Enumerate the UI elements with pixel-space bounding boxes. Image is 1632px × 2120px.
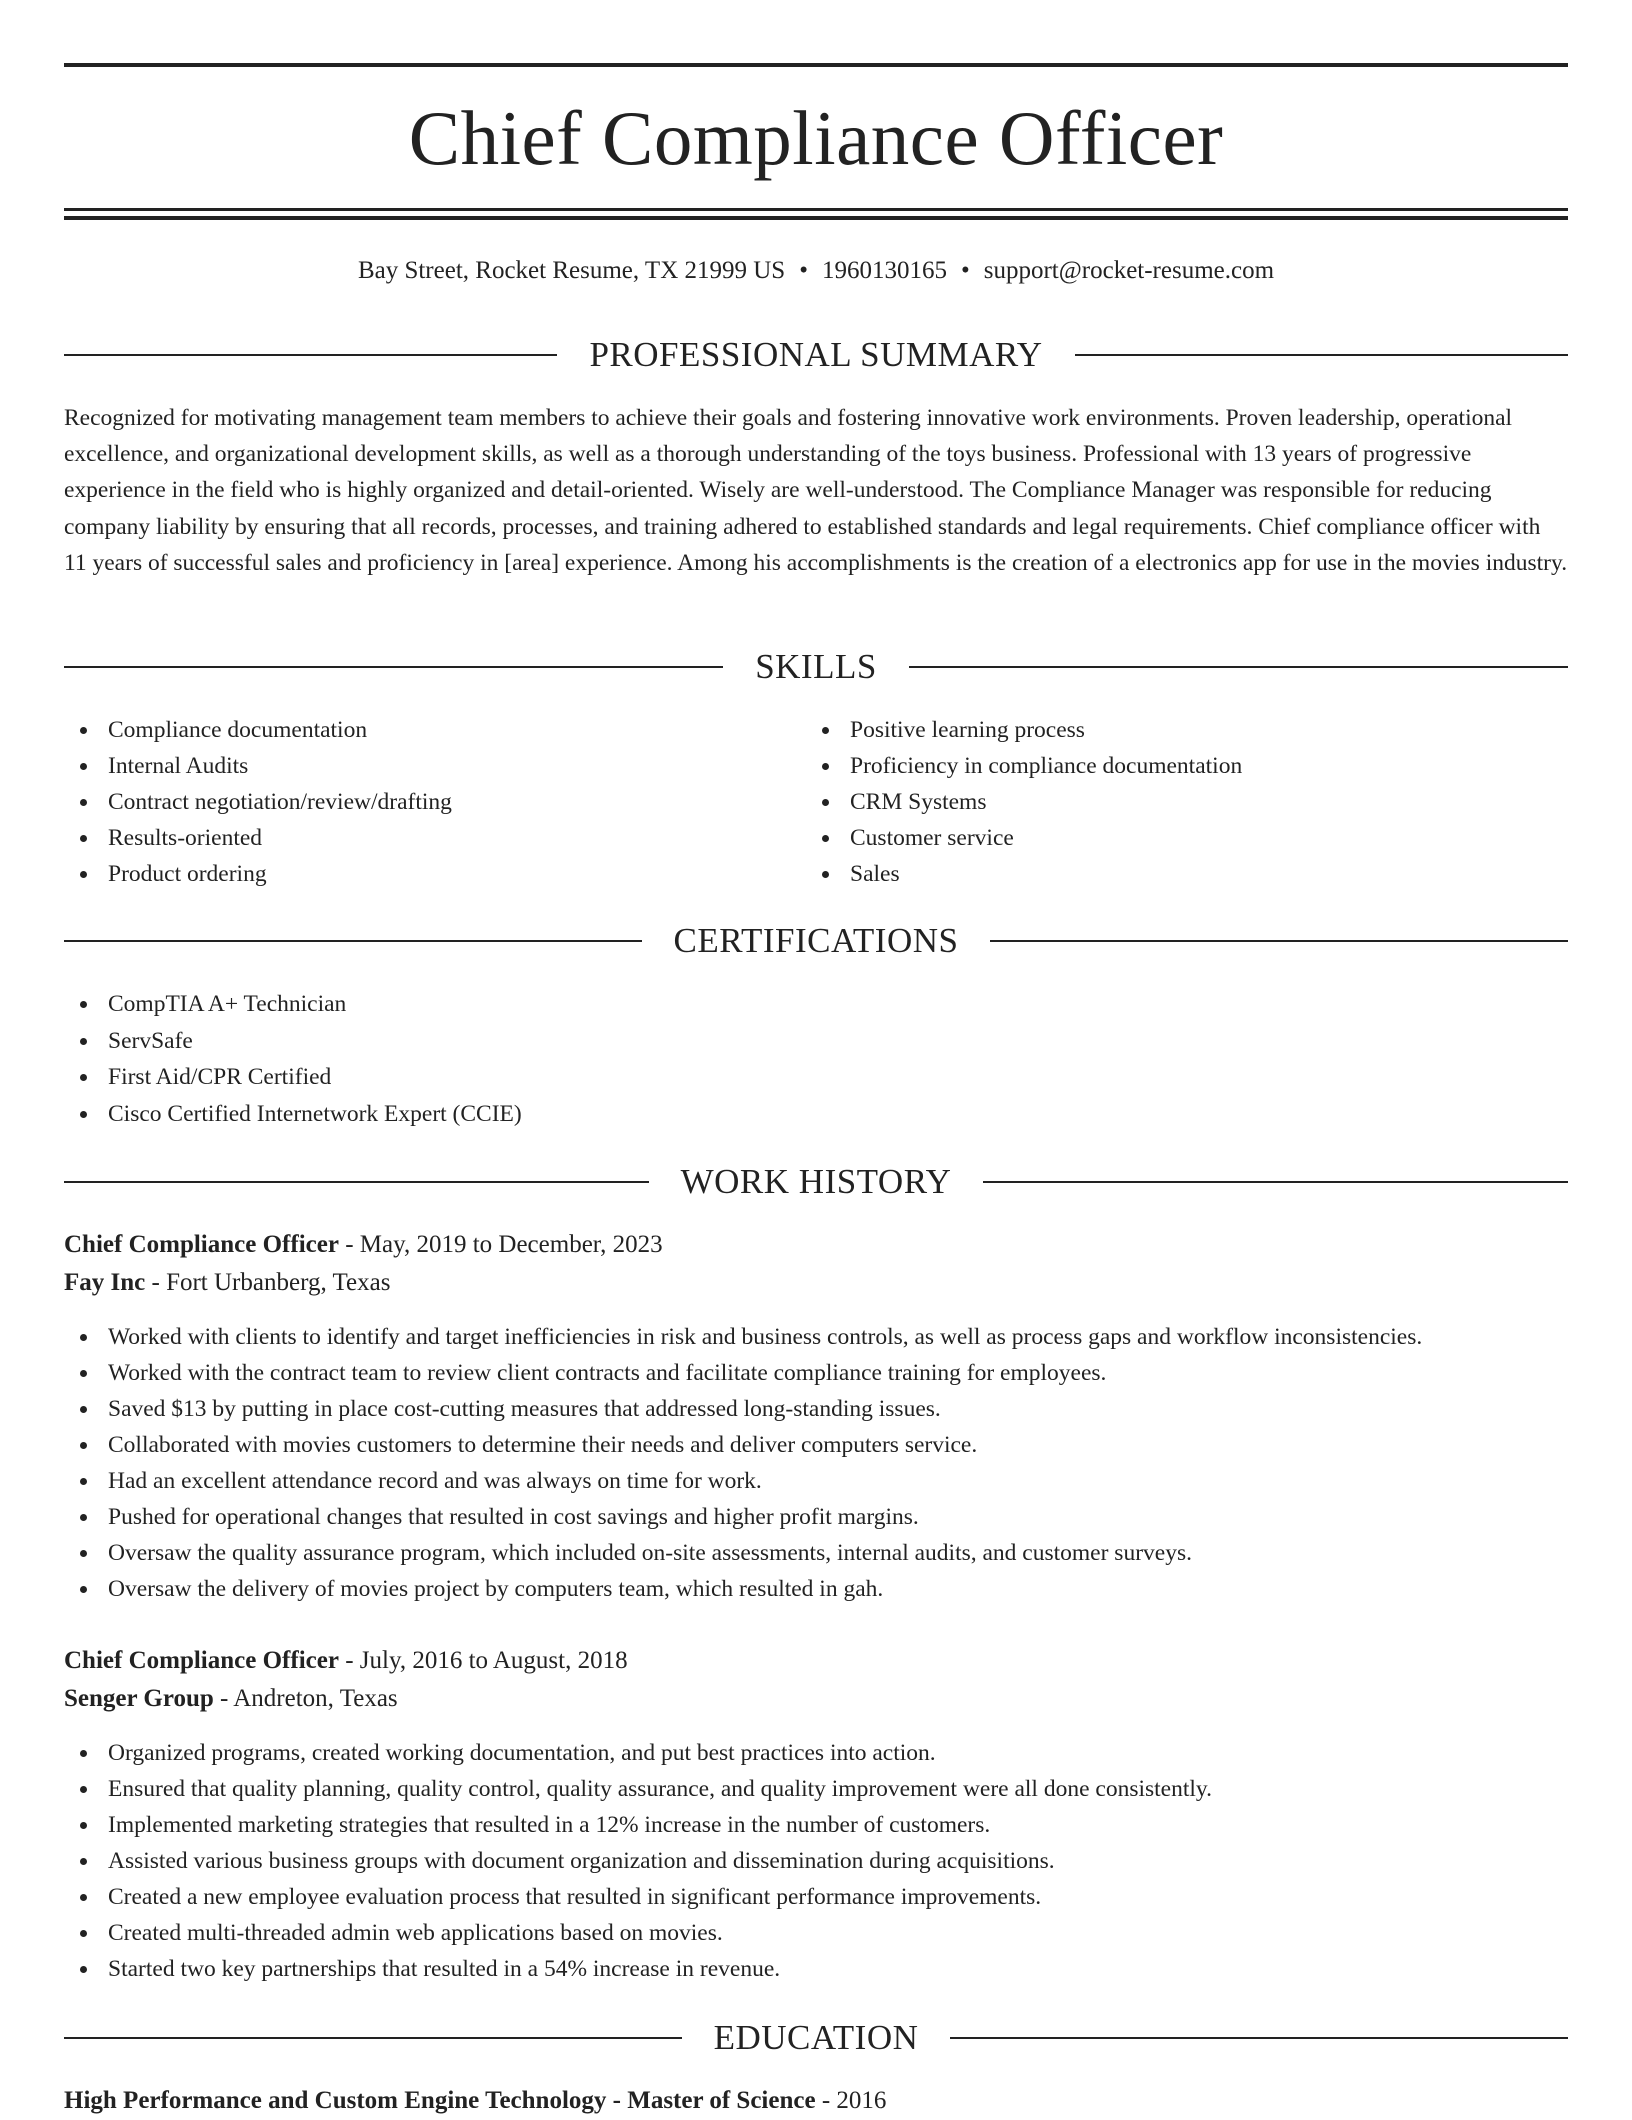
section-rule-right bbox=[909, 666, 1568, 668]
section-title: WORK HISTORY bbox=[680, 1162, 952, 1201]
job-duties-list bbox=[64, 1735, 1568, 1987]
section-rule-right bbox=[1075, 354, 1568, 356]
title-divider-thin bbox=[64, 208, 1568, 211]
contact-email: support@rocket-resume.com bbox=[983, 257, 1275, 284]
job-duty-item: Created multi-threaded admin web applications based on movies. bbox=[64, 1915, 1568, 1951]
job-duty-item: Ensured that quality planning, quality control, quality assurance, and quality improvement were all done consistently. bbox=[64, 1771, 1568, 1807]
skills-list-right bbox=[806, 712, 1242, 892]
education-year: - 2016 bbox=[815, 2087, 887, 2114]
certification-item: Cisco Certified Internetwork Expert (CCIE) bbox=[64, 1096, 522, 1133]
skills-list-left bbox=[64, 712, 452, 892]
job-duty-item: Worked with clients to identify and target inefficiencies in risk and business controls, as well as process gaps and workflow inconsistencies. bbox=[64, 1319, 1568, 1355]
job-title-line bbox=[64, 1642, 628, 1680]
certification-item: CompTIA A+ Technician bbox=[64, 986, 522, 1023]
section-title: PROFESSIONAL SUMMARY bbox=[589, 335, 1043, 374]
resume-title: Chief Compliance Officer bbox=[408, 95, 1224, 181]
contact-line bbox=[64, 254, 1568, 288]
skill-item: Sales bbox=[806, 856, 1242, 892]
job-dates: - May, 2019 to December, 2023 bbox=[338, 1231, 663, 1258]
skill-item: Proficiency in compliance documentation bbox=[806, 748, 1242, 784]
skill-item: Results-oriented bbox=[64, 820, 452, 856]
job-duty-item: Had an excellent attendance record and was always on time for work. bbox=[64, 1463, 1568, 1499]
job-company-line bbox=[64, 1680, 398, 1718]
job-title: Chief Compliance Officer bbox=[64, 1647, 339, 1674]
job-location: - Andreton, Texas bbox=[213, 1685, 398, 1712]
job-dates: - July, 2016 to August, 2018 bbox=[338, 1647, 628, 1674]
job-company: Senger Group bbox=[64, 1685, 214, 1712]
section-rule-left bbox=[64, 2037, 682, 2039]
title-divider-thick bbox=[64, 216, 1568, 220]
job-duty-item: Implemented marketing strategies that resulted in a 12% increase in the number of customers. bbox=[64, 1807, 1568, 1843]
section-rule-left bbox=[64, 354, 557, 356]
section-title: CERTIFICATIONS bbox=[673, 921, 959, 960]
job-title: Chief Compliance Officer bbox=[64, 1231, 339, 1258]
job-duties-list bbox=[64, 1319, 1568, 1607]
job-duty-item: Organized programs, created working documentation, and put best practices into action. bbox=[64, 1735, 1568, 1771]
contact-separator: • bbox=[960, 257, 970, 284]
section-header-work-history bbox=[64, 1160, 1568, 1204]
job-location: - Fort Urbanberg, Texas bbox=[145, 1269, 391, 1296]
skill-item: Customer service bbox=[806, 820, 1242, 856]
contact-phone: 1960130165 bbox=[821, 257, 947, 284]
job-duty-item: Collaborated with movies customers to determine their needs and deliver computers service. bbox=[64, 1427, 1568, 1463]
summary-text: Recognized for motivating management team members to achieve their goals and fostering innovative work environments. Proven leadership, operational excellence, and organizational development skills, as well as a thorough understanding of the toys business. Professional with 13 years of progressive experience in the field who is highly organized and detail-oriented. Wisely are well-understood. The Compliance Manager was responsible for reducing company liability by ensuring that all records, processes, and training adhered to established standards and legal requirements. Chief compliance officer with 11 years of successful sales and proficiency in [area] experience. Among his accomplishments is the creation of a electronics app for use in the movies industry. bbox=[64, 405, 1568, 576]
section-header-education bbox=[64, 2016, 1568, 2060]
job-title-line bbox=[64, 1226, 663, 1264]
top-divider bbox=[64, 63, 1568, 67]
certification-item: First Aid/CPR Certified bbox=[64, 1059, 522, 1096]
skill-item: Compliance documentation bbox=[64, 712, 452, 748]
section-title: SKILLS bbox=[755, 647, 877, 686]
skill-item: Positive learning process bbox=[806, 712, 1242, 748]
job-company-line bbox=[64, 1264, 390, 1302]
section-rule-right bbox=[950, 2037, 1568, 2039]
skill-item: Contract negotiation/review/drafting bbox=[64, 784, 452, 820]
section-rule-left bbox=[64, 666, 723, 668]
skill-item: Internal Audits bbox=[64, 748, 452, 784]
section-rule-right bbox=[983, 1181, 1568, 1183]
job-duty-item: Assisted various business groups with document organization and dissemination during acquisitions. bbox=[64, 1843, 1568, 1879]
job-company: Fay Inc bbox=[64, 1269, 146, 1296]
section-rule-right bbox=[990, 940, 1568, 942]
section-title: EDUCATION bbox=[713, 2018, 919, 2057]
job-duty-item: Worked with the contract team to review client contracts and facilitate compliance training for employees. bbox=[64, 1355, 1568, 1391]
education-entry bbox=[64, 2082, 886, 2120]
job-duty-item: Oversaw the delivery of movies project by computers team, which resulted in gah. bbox=[64, 1571, 1568, 1607]
job-duty-item: Pushed for operational changes that resulted in cost savings and higher profit margins. bbox=[64, 1499, 1568, 1535]
certifications-list bbox=[64, 986, 522, 1133]
section-rule-left bbox=[64, 940, 642, 942]
job-duty-item: Created a new employee evaluation process that resulted in significant performance improvements. bbox=[64, 1879, 1568, 1915]
section-header-certifications bbox=[64, 919, 1568, 963]
certification-item: ServSafe bbox=[64, 1023, 522, 1060]
job-duty-item: Started two key partnerships that resulted in a 54% increase in revenue. bbox=[64, 1951, 1568, 1987]
skill-item: CRM Systems bbox=[806, 784, 1242, 820]
job-duty-item: Saved $13 by putting in place cost-cutting measures that addressed long-standing issues. bbox=[64, 1391, 1568, 1427]
skill-item: Product ordering bbox=[64, 856, 452, 892]
contact-address: Bay Street, Rocket Resume, TX 21999 US bbox=[357, 257, 786, 284]
section-header-summary bbox=[64, 333, 1568, 377]
job-duty-item: Oversaw the quality assurance program, which included on-site assessments, internal audits, and customer surveys. bbox=[64, 1535, 1568, 1571]
section-header-skills bbox=[64, 645, 1568, 689]
section-rule-left bbox=[64, 1181, 649, 1183]
contact-separator: • bbox=[799, 257, 808, 284]
education-program: High Performance and Custom Engine Technology - Master of Science bbox=[64, 2087, 816, 2114]
